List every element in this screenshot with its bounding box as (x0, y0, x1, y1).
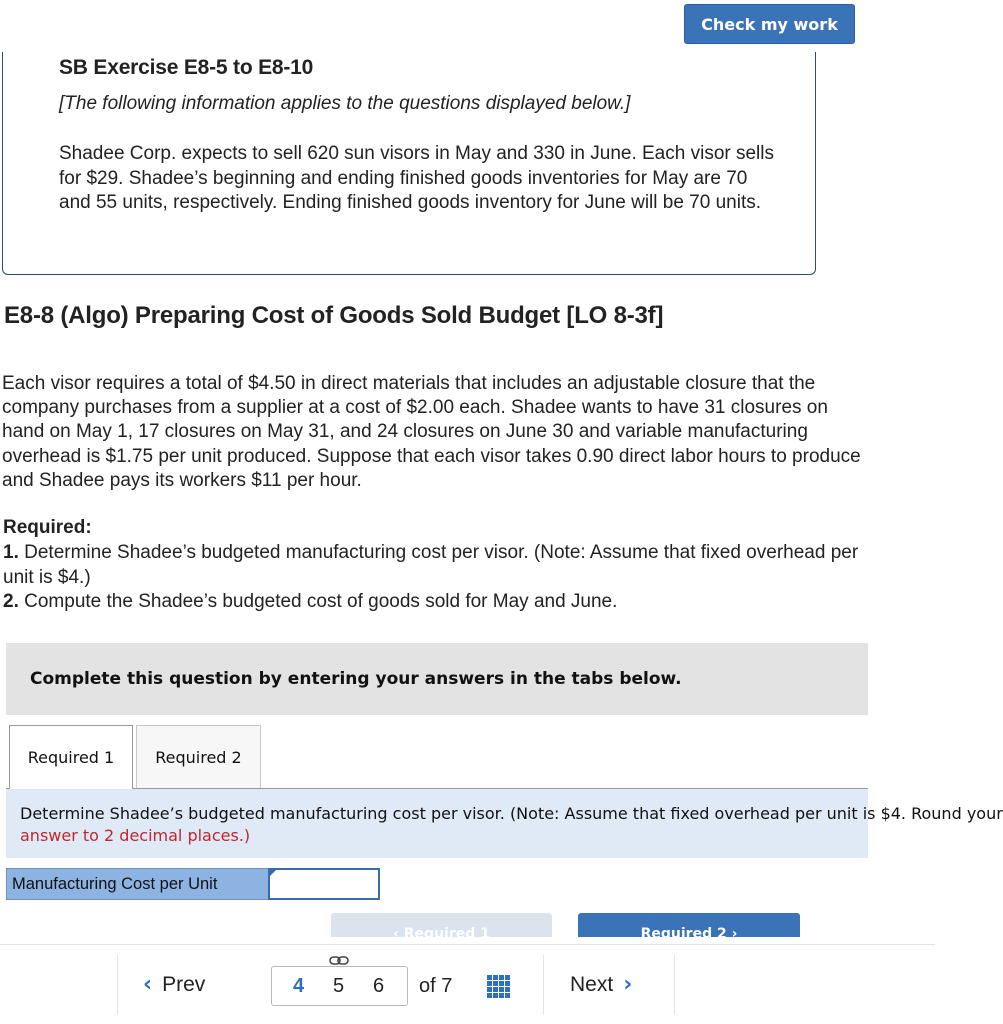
page-total: of 7 (419, 975, 453, 997)
footer-separator (674, 955, 675, 1015)
tab-required-2[interactable]: Required 2 (136, 725, 261, 789)
required-item-2 (3, 590, 863, 615)
info-box-body: Shadee Corp. expects to sell 620 sun visors in May and 330 in June. Each visor sells for $29. Shadee’s beginning and ending finished goods inventories for May are 70 and 55 units, respectively. Ending finished goods inventory for June will be 70 units. (59, 143, 774, 213)
footer-divider (0, 944, 935, 945)
manufacturing-cost-label (6, 868, 269, 900)
next-label: Next (570, 972, 614, 996)
footer-separator (117, 955, 118, 1015)
nav-required-1-label: ‹ Required 1 (393, 926, 490, 942)
required-list (3, 541, 863, 615)
grid-view-icon[interactable] (487, 975, 510, 998)
nav-required-2-button[interactable] (578, 913, 800, 942)
info-box-note: [The following information applies to the questions displayed below.] (59, 93, 631, 114)
required-item-1-text: Determine Shadee’s budgeted manufacturing cost per visor. (Note: Assume that fixed overhead per unit is $4.) (3, 542, 859, 588)
chevron-left-icon: ‹ (143, 972, 153, 997)
exercise-title: E8-8 (Algo) Preparing Cost of Goods Sold Budget [LO 8-3f] (4, 302, 664, 329)
page-5-link[interactable]: 5 (333, 975, 345, 997)
instruction-text: Determine Shadee’s budgeted manufacturing cost per visor. (Note: Assume that fixed overhead per unit is $4. Round your (20, 804, 1003, 823)
page-4-link[interactable]: 4 (293, 975, 305, 997)
check-my-work-button[interactable]: Check my work (684, 4, 855, 44)
nav-required-1-button[interactable] (331, 913, 552, 942)
prev-button[interactable] (143, 972, 205, 997)
instruction-rounding-note: answer to 2 decimal places.) (20, 826, 251, 845)
prev-label: Prev (162, 972, 206, 996)
complete-question-banner (6, 643, 868, 715)
manufacturing-cost-input[interactable] (268, 868, 380, 900)
required-item-2-text: Compute the Shadee’s budgeted cost of goods sold for May and June. (18, 591, 618, 612)
nav-required-2-label: Required 2 › (640, 926, 738, 942)
link-icon (329, 955, 349, 967)
page-6-link[interactable]: 6 (373, 975, 385, 997)
input-flag-icon (269, 869, 277, 877)
complete-question-text: Complete this question by entering your answers in the tabs below. (30, 669, 682, 689)
next-button[interactable] (570, 972, 632, 997)
required-item-2-number: 2. (3, 591, 19, 612)
page-selector (271, 966, 408, 1006)
footer-separator (543, 955, 544, 1015)
required-item-1-number: 1. (3, 542, 19, 563)
tab-required-1[interactable]: Required 1 (9, 725, 133, 789)
instruction-box (6, 789, 1003, 858)
info-box-title: SB Exercise E8-5 to E8-10 (59, 56, 314, 79)
chevron-right-icon: › (623, 972, 633, 997)
exercise-body: Each visor requires a total of $4.50 in direct materials that includes an adjustable closure that the company purchases from a supplier at a cost of $2.00 each. Shadee wants to have 31 closures on hand on May 1, 17 closures on May 31, and 24 closures on June 30 and variable manufacturing overhead is $1.75 per unit produced. Suppose that each visor takes 0.90 direct labor hours to produce and Shadee pays its workers $11 per hour. (2, 373, 861, 491)
required-heading: Required: (3, 517, 92, 538)
required-item-1 (3, 541, 863, 590)
manufacturing-cost-label-text: Manufacturing Cost per Unit (12, 874, 218, 893)
